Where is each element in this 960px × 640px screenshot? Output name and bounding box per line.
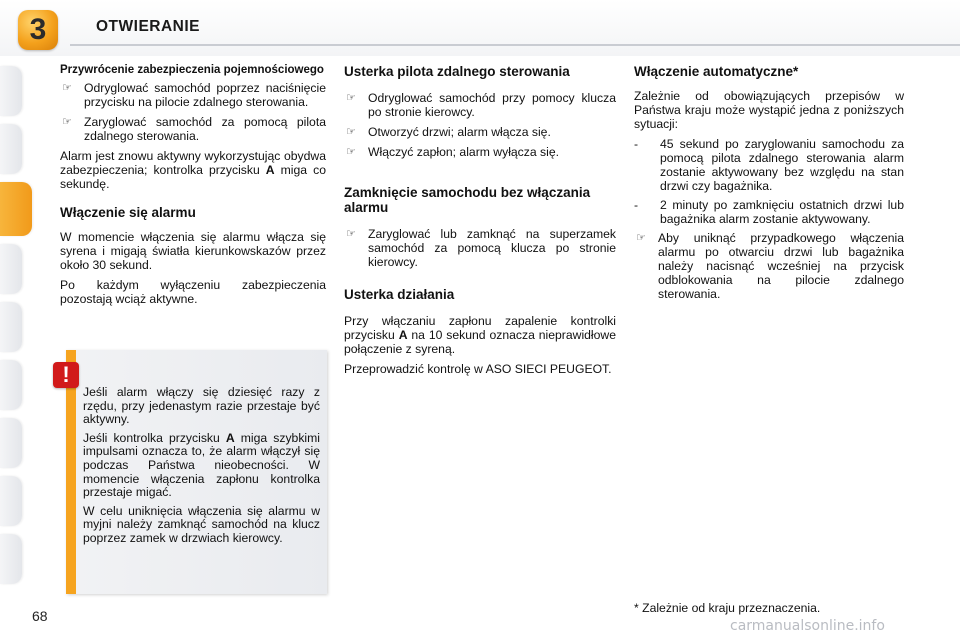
watermark: carmanualsonline.info	[730, 618, 885, 634]
pointing-hand-icon: ☞	[636, 232, 646, 244]
warning-content	[83, 386, 320, 551]
dash-marker: -	[634, 198, 639, 212]
lock-without-alarm-heading: Zamknięcie samochodu bez włączania alarmu	[344, 185, 591, 215]
side-tab-1[interactable]	[0, 66, 22, 116]
footnote: * Zależnie od kraju przeznaczenia.	[634, 601, 821, 615]
remote-step-3: ☞ Włączyć zapłon; alarm wyłącza się.	[346, 145, 559, 159]
side-tab-3-active[interactable]	[0, 182, 32, 236]
remote-step-1: ☞ Odryglować samochód przy pomocy klucza po stronie kierowcy.	[346, 91, 616, 119]
chapter-title: OTWIERANIE	[96, 18, 201, 35]
column-3	[634, 64, 904, 307]
pointing-hand-icon: ☞	[346, 92, 356, 104]
trigger-heading: Włączenie się alarmu	[60, 205, 196, 220]
side-tab-4[interactable]	[0, 244, 22, 294]
lock-step-1: ☞ Zaryglować lub zamknąć na superzamek samochód za pomocą klucza po stronie kierowcy.	[346, 227, 616, 269]
column-2	[344, 64, 616, 382]
side-tab-5[interactable]	[0, 302, 22, 352]
chapter-number: 3	[29, 13, 47, 46]
auto-activation-heading: Włączenie automatyczne*	[634, 64, 799, 79]
dash-marker: -	[634, 137, 639, 151]
remote-step-2: ☞ Otworzyć drzwi; alarm włącza się.	[346, 125, 551, 139]
restore-step-2: ☞ Zaryglować samochód za pomocą pilota zdalnego sterowania.	[62, 115, 326, 143]
trigger-paragraph-2: Po każdym wyłączeniu zabezpieczenia pozostają wciąż aktywne.	[60, 278, 326, 306]
side-tab-6[interactable]	[0, 360, 22, 410]
column-1	[60, 64, 326, 312]
auto-case-2: - 2 minuty po zamknięciu ostatnich drzwi lub bagażnika alarm zostanie aktywowany.	[634, 198, 904, 226]
side-tab-2[interactable]	[0, 124, 22, 174]
pointing-hand-icon: ☞	[346, 146, 356, 158]
warning-paragraph-2: Jeśli kontrolka przycisku A miga szybkimi impulsami oznacza to, że alarm włączył się podczas Państwa nieobecności. W momencie włączenia zapłonu kontrolka przestaje migać.	[83, 430, 320, 500]
auto-case-1: - 45 sekund po zaryglowaniu samochodu za pomocą pilota zdalnego sterowania alarm zostanie aktywowany bez względu na stan drzwi czy bagażnika.	[634, 137, 904, 193]
remote-fault-heading: Usterka pilota zdalnego sterowania	[344, 64, 570, 79]
restore-heading: Przywrócenie zabezpieczenia pojemnościowego	[60, 64, 324, 76]
pointing-hand-icon: ☞	[62, 116, 72, 128]
side-tab-9[interactable]	[0, 534, 22, 584]
warning-icon: !	[53, 362, 79, 388]
chapter-badge	[18, 10, 58, 50]
page-number: 68	[32, 608, 48, 624]
warning-paragraph-3: W celu uniknięcia włączenia się alarmu w myjni należy zamknąć samochód na klucz poprzez zamek w drzwiach kierowcy.	[83, 503, 320, 545]
restore-result: Alarm jest znowu aktywny wykorzystując obydwa zabezpieczenia; kontrolka przycisku A miga co sekundę.	[60, 149, 326, 191]
side-tab-7[interactable]	[0, 418, 22, 468]
pointing-hand-icon: ☞	[62, 82, 72, 94]
fault-paragraph-1: Przy włączaniu zapłonu zapalenie kontrolki przycisku A na 10 sekund oznacza nieprawidłowe połączenie z syreną.	[344, 314, 616, 356]
warning-paragraph-1: Jeśli alarm włączy się dziesięć razy z rzędu, przy jedenastym razie przestaje być aktywny.	[83, 385, 320, 427]
auto-intro: Zależnie od obowiązujących przepisów w Państwa kraju może wystąpić jedna z poniższych sytuacji:	[634, 89, 904, 131]
side-tab-8[interactable]	[0, 476, 22, 526]
restore-step-1: ☞ Odryglować samochód poprzez naciśnięcie przycisku na pilocie zdalnego sterowania.	[62, 81, 326, 109]
fault-paragraph-2: Przeprowadzić kontrolę w ASO SIECI PEUGEOT.	[344, 362, 612, 376]
pointing-hand-icon: ☞	[346, 228, 356, 240]
header-divider	[70, 44, 960, 46]
pointing-hand-icon: ☞	[346, 126, 356, 138]
operation-fault-heading: Usterka działania	[344, 287, 455, 302]
auto-tip: ☞ Aby uniknąć przypadkowego włączenia alarmu po otwarciu drzwi lub bagażnika należy nacisnąć wcześniej na przycisk odblokowania na pilocie zdalnego sterowania.	[636, 231, 904, 301]
trigger-paragraph-1: W momencie włączenia się alarmu włącza się syrena i migają światła kierunkowskazów przez około 30 sekund.	[60, 230, 326, 272]
